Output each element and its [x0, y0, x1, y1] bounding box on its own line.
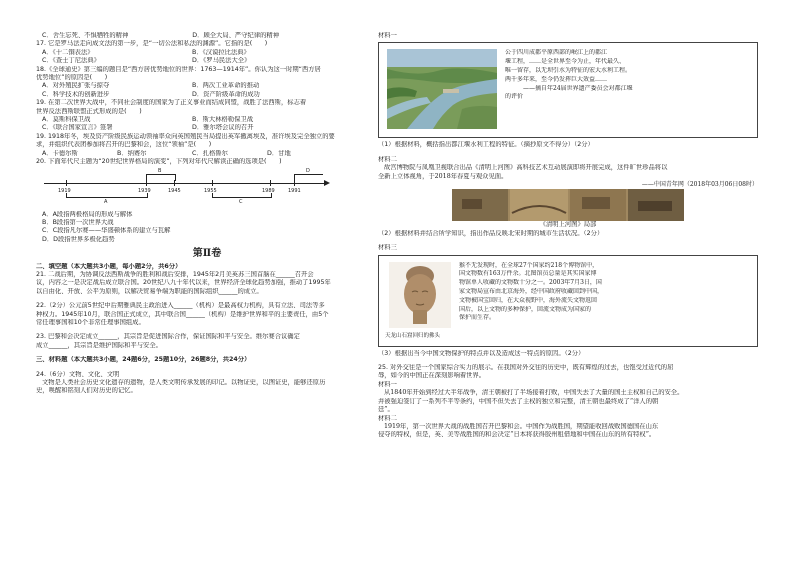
- q19-option-b: B．斯大林格勒保卫战: [192, 116, 253, 124]
- q19-options-row2: [36, 124, 378, 132]
- question-2: （2）根据材料并结合所学知识，指出作品反映北宋时期的城市生活状况。（2分）: [378, 229, 604, 237]
- q20-option-d: D．D段指世界多极化趋势: [42, 235, 115, 243]
- question-1: （1）根据材料，概括指出都江堰水利工程的特征。（摘抄原文不得分）（2分）: [378, 141, 594, 149]
- q17-option-a: A．《十二铜表法》: [42, 48, 94, 56]
- q19-option-d: D．雅尔塔会议的召开: [192, 124, 254, 132]
- q18-options-row2: [36, 91, 378, 99]
- q19b-option-c: C．扎格鲁尔: [192, 149, 228, 157]
- q21-line-2: 议，内容之一是决定战后成立联合国。20世纪八九十年代以来，世界经济全球化趋势加强，推动了1995年: [36, 279, 331, 287]
- painting-caption: 《清明上河图》局部: [539, 221, 597, 229]
- q22-line-2: 种权力。1945年10月，联合国正式成立，其中联合国______（机构）是维护世界和平的主要责任，由5个: [36, 310, 329, 318]
- q19-stem-1: 19. 在第二次世界大战中，不同社会制度的国家为了正义事业而结成同盟，战胜了法西斯，标志着: [36, 99, 307, 107]
- q25-line-1: 25. 对外交往是一个国家综合实力的展示。在我国对外交往的历史中，既有辉煌的过去，也饱受过近代的屈: [378, 364, 674, 372]
- q22-line-3: 常任理事国和10个非常任理事国组成。: [36, 318, 145, 326]
- fill-header: 二、填空题（本大题共3小题，每小题2分，共6分）: [36, 262, 182, 270]
- right-column: [378, 32, 758, 440]
- material3-text-2: 国文物数有163万件余。北图馆员总量是其实国家博: [459, 270, 597, 278]
- q24-line-1: 24.（6分）文物、文化、文明: [36, 370, 120, 378]
- q19b-stem-1: 19. 1918年冬，埃及资产阶级民族运动领袖率众向英国殖民当局提出英军撤离埃及，准许埃及完全独立的要: [36, 132, 335, 140]
- q20-option-b: B．B段指第一次世界大战: [42, 218, 114, 226]
- material3-text-3: 物馆单人收藏的文物数十分之一。2003年7月3日，国: [459, 279, 602, 287]
- year-1919: 1919: [58, 187, 71, 194]
- q25-line-2: 辱，如今的中国正在深刻影响着世界。: [378, 372, 486, 380]
- q18-option-d: D．资产阶级革命的成功: [192, 90, 260, 98]
- q20-option-c: C．C段指凡尔赛——华盛顿体系的建立与瓦解: [42, 227, 171, 235]
- q23-line-1: 23. 巴黎和会决定成立______，其宗旨是促进国际合作，保证国际和平与安全。维尔赛合议确定: [36, 333, 300, 341]
- material1-text-2: 堰工程，……是全世界至今为止，年代最久、: [505, 58, 626, 66]
- timeline-axis: [44, 183, 326, 184]
- material-header: 三、材料题（本大题共3小题，24题6分，25题10分，26题8分，共24分）: [36, 356, 251, 364]
- q18-option-a: A．对外殖民扩张与掠夺: [42, 82, 110, 90]
- q18-option-c: C．科学技术的创新进步: [42, 90, 110, 98]
- q18-stem-1: 18.《全球通史》第三编的题目是“西方居优势地位的世界：1763—1914年”。你认为这一时期“西方居: [36, 65, 321, 73]
- material1-label: 材料一: [378, 32, 397, 39]
- material1-box: [378, 42, 758, 138]
- material3-text-7: 保护而生存。: [459, 314, 496, 322]
- year-1955: 1955: [204, 187, 217, 194]
- material1-text-5: ——摘自年24届世界遗产委员会对都江堰: [523, 84, 633, 92]
- material3-text: [459, 262, 753, 324]
- dujiangyan-image-icon: [387, 49, 497, 129]
- year-1945: 1945: [168, 187, 181, 194]
- material3-box: [378, 255, 758, 347]
- q19b-option-a: A．卡德尔斯: [42, 149, 78, 157]
- material1b-text-3: 廷”。: [378, 406, 394, 414]
- q16-option-d: D．顾全大局、严守纪律的精神: [192, 32, 280, 39]
- q19-stem-2: 世界反法西斯联盟正式形成的是( ): [36, 107, 142, 115]
- material3-label: 材料三: [378, 244, 397, 252]
- buddha-head-image-icon: [389, 262, 451, 328]
- q21-line-1: 21. 二战后期，为协调反法西斯战争的胜利和战后安排，1945年2月美英苏三国首脑在______召开会: [36, 270, 314, 278]
- material1-text: [505, 49, 753, 102]
- q24-line-3: 史，唤醒和铭刻人们对历史的记忆。: [36, 387, 137, 395]
- q24-line-2: 文物是人类社会历史文化遗存的遗物，是人类文明传承发展的印记。以物证史，以图证史，能够还原历: [42, 379, 326, 386]
- q19-option-c: C．《联合国家宣言》签署: [42, 124, 113, 132]
- year-1991: 1991: [288, 187, 301, 194]
- q19b-options: [36, 150, 378, 158]
- material2b-text-1: 1919年，第一次世界大战的战胜国召开巴黎和会。中国作为战胜国，期望能收回战败国德国在山东: [384, 422, 659, 430]
- label-b: B: [158, 167, 162, 174]
- label-a: A: [104, 198, 108, 205]
- dujiangyan-photo: [387, 49, 497, 129]
- material2-source: ——中国青年网（2018年03月06日08时）: [641, 181, 758, 189]
- material2-text-1: 故宫博物院与凤凰卫视联合出品《清明上河图》高科技艺术互动展演即将开展完成，这件旷世珍品将以: [384, 164, 668, 172]
- qingming-painting: [452, 189, 684, 221]
- buddha-caption: 天龙山石窟回归的佛头: [385, 332, 441, 339]
- question-3: （3）根据出当今中国文物保护的特点并以及造成这一特点的原因。（2分）: [378, 349, 585, 357]
- q21-line-3: 以自由化、开放、公平为原则，以解决贸易争端为职能的国际组织______的成立。: [36, 287, 263, 295]
- material1b-text-1: 从1840年开始到经过大半年战争，清王朝被打了半场接着打败，中国失去了大量的国土主权和自己的安全。: [384, 389, 684, 397]
- q17-options-row1: [36, 49, 378, 57]
- material1b-label: 材料一: [378, 380, 397, 388]
- material1-text-3: 唯一留存，以无坝引水为特征的宏大水利工程。: [505, 67, 632, 74]
- q18-options-row1: [36, 82, 378, 90]
- material2b-text-2: 侵夺的特权，但是，英、美等战胜国的和会决定“日本将获得胶州租借地和中国在山东的所有特权”。: [378, 431, 656, 439]
- material1b-text-2: 并被强迫签订了一系列不平等条约，中国不但失去了主权的独立和完整，清王朝也最终成了“洋人的朝: [378, 397, 659, 405]
- buddha-head-photo: [389, 262, 451, 328]
- q19b-stem-2: 求，并组织代表团参加将召开的巴黎和会，这位“领袖”是( ): [36, 141, 212, 149]
- year-1989: 1989: [262, 187, 275, 194]
- material3-text-1: 猴不无发现时，在全球27个国家约218个博物馆中，: [459, 261, 599, 269]
- label-c: C: [239, 198, 243, 205]
- q17-stem: 17. 它是罗马法走向成文法的第一步，是“一切公法和私法的渊源”。它指的是( ): [36, 40, 268, 48]
- q16-options: [36, 32, 378, 40]
- q17-option-d: D．《罗马民法大全》: [192, 57, 251, 65]
- q19b-option-d: D．甘地: [267, 149, 291, 157]
- material2-label: 材料二: [378, 155, 397, 163]
- q23-line-2: 成立______，其宗旨是维护国际和平与安全。: [36, 341, 162, 349]
- material1-text-1: 公于四川成都平原西部的岷江上的都江: [505, 49, 608, 57]
- timeline-ruler: [36, 169, 378, 207]
- q18-option-b: B．两次工业革命的推动: [192, 82, 260, 90]
- q19b-option-b: B．纳赛尔: [117, 149, 147, 157]
- left-column: [36, 32, 378, 396]
- q17-option-b: B．《汉谟拉比法典》: [192, 48, 250, 56]
- tick-1955: [212, 180, 213, 186]
- material1-text-4: 两千多年来，至今仍发挥巨大效益……: [505, 75, 608, 83]
- timeline-arrow-icon: [324, 180, 330, 186]
- q20-option-a: A．A段指两极格局的形成与解体: [42, 210, 133, 218]
- material2b-label: 材料二: [378, 414, 397, 422]
- q17-options-row2: [36, 57, 378, 65]
- material1-text-6: 的评价: [505, 93, 524, 101]
- material2-text-2: 全新上立体视角，于2018年春夏与观众见面。: [378, 172, 508, 180]
- material3-text-6: 国后，以上文物的多种保护，回流文物成为国家的: [459, 305, 592, 313]
- year-1939: 1939: [138, 187, 151, 194]
- part2-title: 第Ⅱ卷: [192, 248, 222, 260]
- q17-option-c: C．《查士丁尼法典》: [42, 57, 100, 65]
- material3-text-4: 家文物局宣布由北京海外，经中国政府收藏回到中国，: [459, 288, 604, 296]
- q18-stem-2: 优势地位”的原因是( ): [36, 74, 108, 82]
- material3-text-5: 文物被国宝回归，在大众视野中，海外流失文物返回: [459, 296, 598, 304]
- q20-stem: 20. 下面年代尺主题为“20世纪世界格局的演变”，下列对年代尺解读正确的选项是( ): [36, 158, 282, 166]
- tick-1919: [66, 180, 67, 186]
- tick-1989: [270, 180, 271, 186]
- painting-image-icon: [452, 189, 684, 221]
- label-d: D: [306, 167, 310, 174]
- q22-line-1: 22.（2分）公元前5世纪中后期雅典民主政治进入______（机构）是最高权力机构，具有立法、司法等多: [36, 302, 325, 310]
- q16-option-c: C．舍生忘死、不惧牺牲的精神: [42, 32, 129, 39]
- q19-options-row1: [36, 116, 378, 124]
- q19-option-a: A．莫斯科保卫战: [42, 116, 91, 124]
